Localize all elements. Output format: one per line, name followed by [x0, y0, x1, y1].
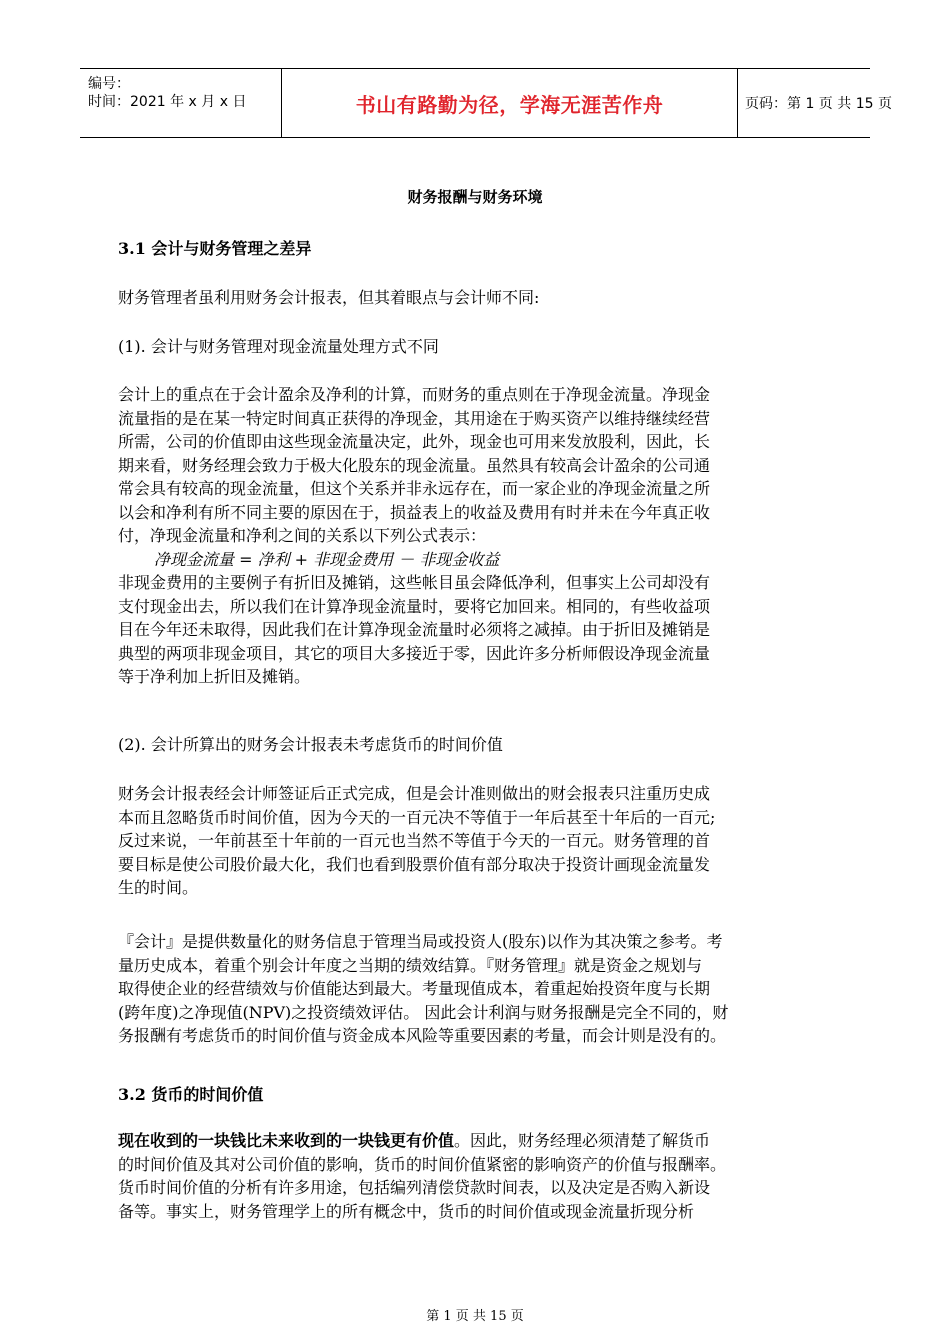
paragraph-line: 务报酬有考虑货币的时间价值与资金成本风险等重要因素的考量，而会计则是没有的。	[118, 1026, 727, 1045]
document-title: 财务报酬与财务环境	[407, 188, 543, 206]
paragraph-line: 以会和净利有所不同主要的原因在于，损益表上的收益及费用有时并未在今年真正收	[118, 502, 711, 522]
paragraph-line: 典型的两项非现金项目，其它的项目大多接近于零，因此许多分析师假设净现金流量	[118, 643, 711, 663]
item2-paragraph	[118, 782, 843, 900]
paragraph-line: 反过来说，一年前甚至十年前的一百元也当然不等值于今天的一百元。财务管理的首	[118, 831, 711, 850]
paragraph-line: 支付现金出去，所以我们在计算净现金流量时，要将它加回来。相同的，有些收益项	[118, 596, 711, 616]
paragraph-line: (2). 会计所算出的财务会计报表未考虑货币的时间价值	[118, 735, 503, 754]
paragraph-line: 非现金费用的主要例子有折旧及摊销，这些帐目虽会降低净利，但事实上公司却没有	[118, 573, 711, 592]
paragraph-line: 生的时间。	[118, 878, 199, 897]
header-motto: 书山有路勤为径，学海无涯苦作舟	[355, 92, 664, 117]
item1-paragraph	[118, 383, 843, 689]
paragraph-line: 本而且忽略货币时间价值，因为今天的一百元决不等值于一年后甚至十年后的一百元;	[118, 807, 716, 827]
paragraph-line: 目在今年还未取得，因此我们在计算净现金流量时必须将之减掉。由于折旧及摊销是	[118, 620, 711, 639]
paragraph-line: 财务会计报表经会计师签证后正式完成，但是会计准则做出的财会报表只注重历史成	[118, 784, 711, 803]
paragraph-line: 的时间价值及其对公司价值的影响，货币的时间价值紧密的影响资产的价值与报酬率。	[118, 1154, 727, 1174]
paragraph-line: (跨年度)之净现值(NPV)之投资绩效评估。 因此会计利润与财务报酬是完全不同的，财	[118, 1002, 729, 1022]
document-date: 时间：2021 年 x 月 x 日	[88, 94, 247, 110]
section-heading-3-1: 3.1 会计与财务管理之差异	[118, 239, 312, 258]
paragraph-line: 等于净利加上折旧及摊销。	[118, 667, 311, 686]
paragraph-line: 付，净现金流量和净利之间的关系以下列公式表示：	[118, 526, 487, 545]
paragraph-line: 会计上的重点在于会计盈余及净利的计算，而财务的重点则在于净现金流量。净现金	[118, 385, 711, 404]
summary-paragraph	[118, 930, 843, 1048]
section1-intro	[118, 286, 843, 310]
header-meta	[80, 69, 281, 137]
paragraph-line: 期来看，财务经理会致力于极大化股东的现金流量。虽然具有较高会计盈余的公司通	[118, 455, 711, 475]
item1-heading	[118, 335, 843, 359]
paragraph-line: 取得使企业的经营绩效与价值能达到最大。考量现值成本，着重起始投资年度与长期	[118, 979, 711, 998]
paragraph-line: 财务管理者虽利用财务会计报表，但其着眼点与会计师不同:	[118, 288, 540, 307]
cash-flow-formula: 净现金流量 = 净利 + 非现金费用 － 非现金收益	[154, 549, 500, 569]
header-motto-cell	[281, 69, 738, 137]
paragraph-line: 『会计』是提供数量化的财务信息于管理当局或投资人(股东)以作为其决策之参考。考	[118, 932, 723, 951]
paragraph-line: 量历史成本，着重个别会计年度之当期的绩效结算。『财务管理』就是资金之规划与	[118, 955, 703, 975]
paragraph-line	[118, 1129, 843, 1153]
key-statement: 现在收到的一块钱比未来收到的一块钱更有价值	[118, 1131, 455, 1150]
item2-heading	[118, 733, 843, 757]
section2-paragraph	[118, 1129, 843, 1223]
document-number: 编号：	[88, 76, 130, 92]
paragraph-line: 所需，公司的价值即由这些现金流量决定，此外，现金也可用来发放股利，因此，长	[118, 432, 711, 451]
paragraph-line: 备等。事实上，财务管理学上的所有概念中，货币的时间价值或现金流量折现分析	[118, 1201, 695, 1221]
paragraph-line: 货币时间价值的分析有许多用途，包括编列清偿贷款时间表，以及决定是否购入新设	[118, 1178, 711, 1197]
page-footer: 第 1 页 共 15 页	[426, 1309, 524, 1324]
header-page-info: 页码：第 1 页 共 15 页	[745, 96, 892, 112]
page-header	[80, 68, 892, 138]
paragraph-text: 。因此，财务经理必须清楚了解货币	[454, 1131, 711, 1150]
paragraph-line: 要目标是使公司股价最大化，我们也看到股票价值有部分取决于投资计画现金流量发	[118, 854, 711, 874]
paragraph-line: 流量指的是在某一特定时间真正获得的净现金，其用途在于购买资产以维持继续经营	[118, 408, 711, 428]
paragraph-line: 常会具有较高的现金流量，但这个关系并非永远存在，而一家企业的净现金流量之所	[118, 479, 711, 498]
section-heading-3-2: 3.2 货币的时间价值	[118, 1085, 264, 1104]
paragraph-line: (1). 会计与财务管理对现金流量处理方式不同	[118, 337, 439, 356]
